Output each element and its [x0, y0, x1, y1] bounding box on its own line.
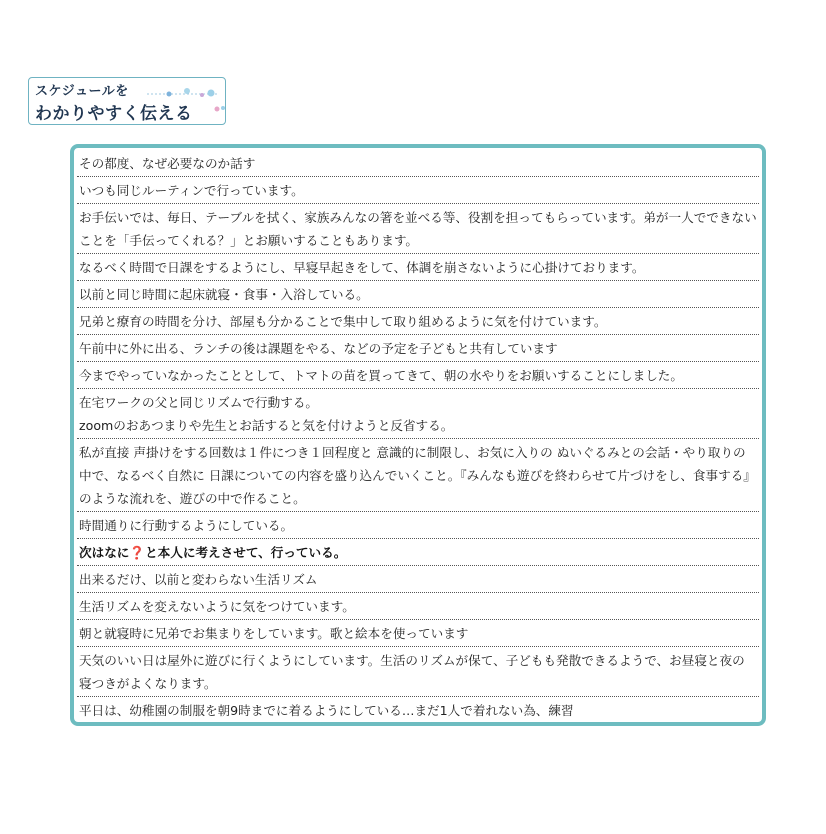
answer-row: 在宅ワークの父と同じリズムで行動する。 zoomのおあつまりや先生とお話すると気を付けようと反省する。: [77, 389, 759, 439]
badge-title-line1: スケジュールを: [35, 84, 129, 99]
answer-row: 朝と就寝時に兄弟でお集まりをしています。歌と絵本を使っています: [77, 620, 759, 647]
answer-row: 時間通りに行動するようにしている。: [77, 512, 759, 539]
answer-row: 今までやっていなかったこととして、トマトの苗を買ってきて、朝の水やりをお願いすることにしました。: [77, 362, 759, 389]
answer-row: 生活リズムを変えないように気をつけています。: [77, 593, 759, 620]
answer-row: 兄弟と療育の時間を分け、部屋も分かることで集中して取り組めるように気を付けています。: [77, 308, 759, 335]
answer-row: その都度、なぜ必要なのか話す: [77, 150, 759, 177]
answer-row: 出来るだけ、以前と変わらない生活リズム: [77, 566, 759, 593]
dot-decoration-icon: [213, 102, 227, 116]
answer-row: 以前と同じ時間に起床就寝・食事・入浴している。: [77, 281, 759, 308]
answer-row: いつも同じルーティンで行っています。: [77, 177, 759, 204]
answer-row: なるべく時間で日課をするようにし、早寝早起きをして、体調を崩さないように心掛けております。: [77, 254, 759, 281]
answers-list: [77, 150, 759, 723]
answer-row: お手伝いでは、毎日、テーブルを拭く、家族みんなの箸を並べる等、役割を担ってもらっています。弟が一人でできないことを「手伝ってくれる？」とお願いすることもあります。: [77, 204, 759, 254]
section-badge: [28, 77, 226, 125]
answer-row: 私が直接 声掛けをする回数は１件につき１回程度と 意識的に制限し、お気に入りの ぬいぐるみとの会話・やり取りの中で、なるべく自然に 日課についての内容を盛り込んでいくこと。『みんなも遊びを終わらせて片づけをし、食事する』のような流れを、遊びの中で作ること。: [77, 439, 759, 512]
emph-text-before: 次はなに: [79, 545, 130, 560]
answer-row: 午前中に外に出る、ランチの後は課題をやる、などの予定を子どもと共有しています: [77, 335, 759, 362]
dotted-line-decoration-icon: [147, 84, 217, 100]
answers-panel: [70, 144, 766, 726]
answer-row: 天気のいい日は屋外に遊びに行くようにしています。生活のリズムが保て、子どもも発散できるようで、お昼寝と夜の寝つきがよくなります。: [77, 647, 759, 697]
answer-row: 平日は、幼稚園の制服を朝9時までに着るようにしている…まだ1人で着れない為、練習: [79, 703, 574, 718]
answer-row-emphasized: [77, 539, 759, 566]
emph-text-after: と本人に考えさせて、行っている。: [145, 545, 347, 560]
question-mark-icon: ❓: [129, 545, 146, 560]
badge-title-line2: わかりやすく伝える: [35, 104, 193, 124]
